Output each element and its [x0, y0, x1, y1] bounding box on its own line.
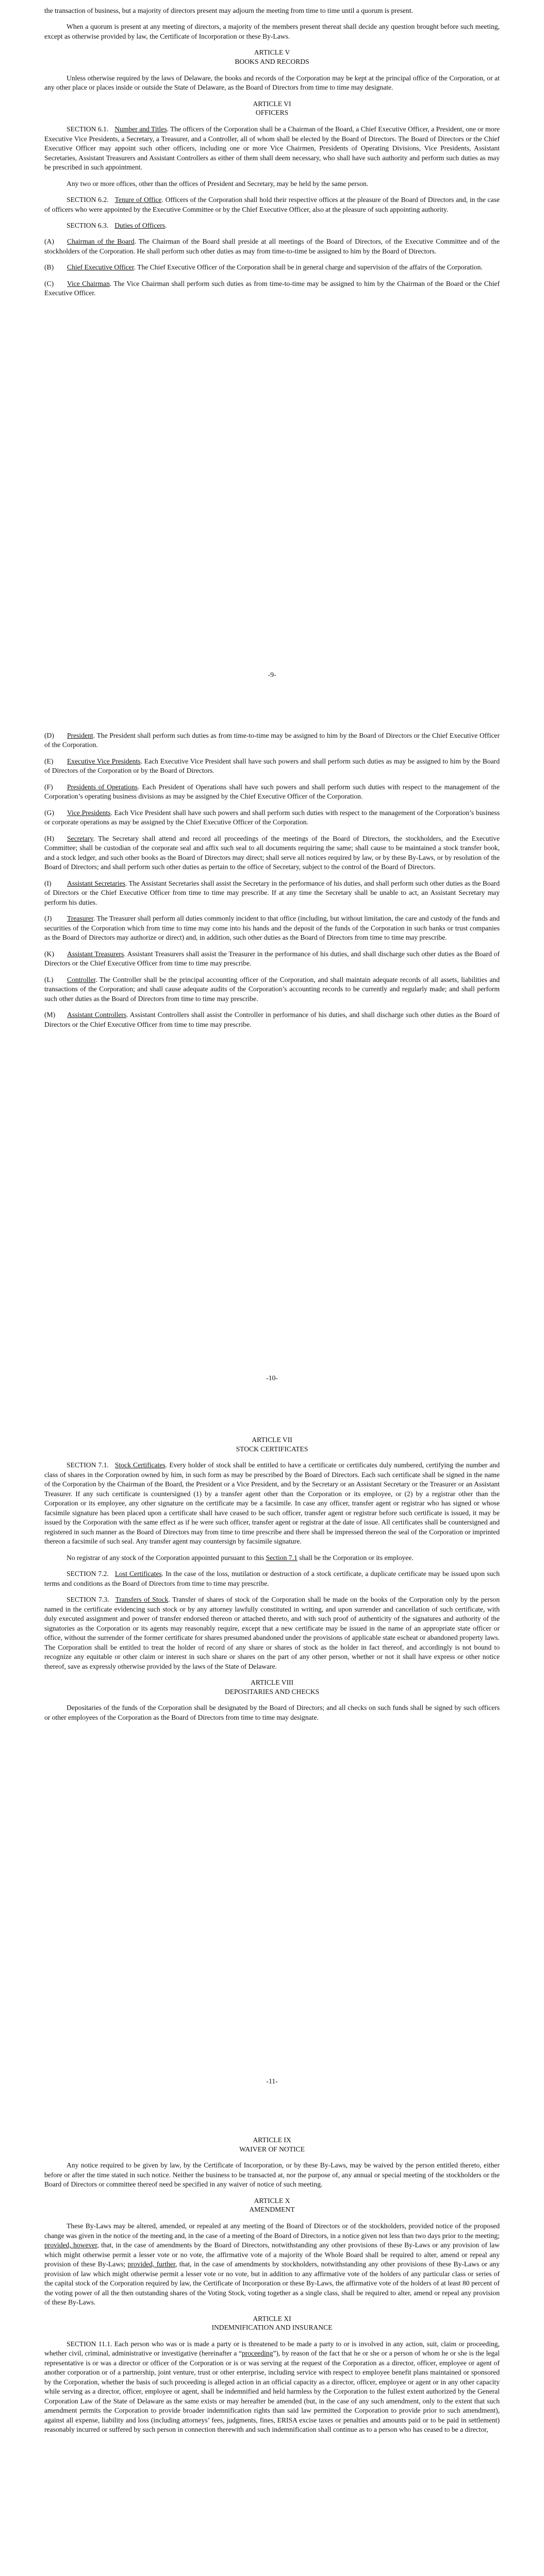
- section-body: . Transfer of shares of stock of the Corporation shall be made on the books of the Corporation only by the person named in the certificate evidencing such stock or by any attorney lawfully constituted in writing, and upon surrender and cancellation of such certificate, with duly executed assignment and power of transfer endorsed thereon or attached thereto, and with such proof of authenticity of the signatures and authority of the signatories as the Corporation or its agents may reasonably require, except that a new certificate may be issued in the name of an appropriate state officer or office, without the surrender of the former certificate for shares presumed abandoned under the provisions of applicable state escheat or abandoned property laws. The Corporation shall be entitled to treat the holder of record of any share or shares of stock as the holder in fact thereof, and accordingly is not bound to recognize any equitable or other claim or interest in such share or shares on the part of any other person, whether or not it shall have express or other notice thereof, save as expressly otherwise provided by the laws of the State of Delaware.: [44, 1596, 500, 1670]
- article-7-title: ARTICLE VII: [252, 1436, 292, 1444]
- section-body: . In the case of the loss, mutilation or destruction of a stock certificate, a duplicate certificate may be issued upon such terms and conditions as the Board of Directors from time to time may prescribe.: [44, 1570, 500, 1587]
- article-5-paragraph: Unless otherwise required by the laws of Delaware, the books and records of the Corporation may be kept at the principal office of the Corporation, or at any other place or places inside or outside the State of Delaware, as the Board of Directors from time to time may designate.: [44, 74, 500, 92]
- item-letter: (C): [44, 279, 54, 287]
- duty-item-b: [44, 263, 500, 272]
- paragraph-text: , that, in the case of amendments by the Board of Directors, notwithstanding any other provisions of these By-Laws or any provision of law which might otherwise permit a lesser vote or no vote, the affirmative vote of a majority of the Whole Board shall be required to alter, amend or repeal any provision of these By-Laws;: [44, 2241, 500, 2268]
- item-letter: (L): [44, 975, 54, 984]
- section-title: Lost Certificates: [114, 1570, 162, 1578]
- item-title: Chief Executive Officer: [67, 263, 134, 272]
- proviso-term: provided, however: [44, 2241, 97, 2249]
- item-title: Chairman of the Board: [67, 238, 135, 246]
- duty-item-l: [44, 975, 500, 1004]
- section-title: Tenure of Office: [114, 196, 162, 204]
- article-8-paragraph: Depositaries of the funds of the Corporation shall be designated by the Board of Directors; and all checks on such funds shall be signed by such officers or other employees of the Corporation as the Board of Directors from time to time may designate.: [44, 1704, 500, 1721]
- section-7-1-paragraph-2: [44, 1553, 500, 1563]
- duty-item-h: [44, 834, 500, 872]
- item-letter: (H): [44, 834, 54, 842]
- defined-term: proceeding: [241, 2349, 273, 2358]
- item-body: . The President shall perform such duties as from time-to-time may be assigned to him by the Board of Directors or the Chief Executive Officer of the Corporation.: [44, 732, 500, 749]
- section-title: Number and Titles: [114, 125, 167, 133]
- item-title: Assistant Treasurers: [67, 950, 124, 958]
- item-title: Executive Vice Presidents: [67, 757, 141, 765]
- quorum-paragraph: When a quorum is present at any meeting of directors, a majority of the members present thereat shall decide any question brought before such meeting, except as otherwise provided by law, the Certificate of Incorporation or these By-Laws.: [44, 23, 500, 40]
- item-letter: (F): [44, 783, 53, 791]
- paragraph-text: These By-Laws may be altered, amended, or repealed at any meeting of the Board of Directors or of the stockholders, provided notice of the proposed change was given in the notice of the meeting and, in the case of a meeting of the Board of Directors, in a notice given not less than two days prior to the meeting;: [44, 2222, 500, 2240]
- section-7-3: [44, 1595, 500, 1671]
- item-letter: (D): [44, 732, 54, 739]
- page-number: -10-: [266, 1374, 278, 1382]
- item-body: . Assistant Controllers shall assist the Controller in performance of his duties, and shall discharge such other duties as the Board of Directors or the Chief Executive Officer from time to time may prescribe.: [44, 1011, 500, 1028]
- article-7-subtitle: STOCK CERTIFICATES: [236, 1445, 308, 1453]
- page-number: -11-: [266, 2077, 278, 2085]
- article-8-subtitle: DEPOSITARIES AND CHECKS: [224, 1687, 320, 1696]
- item-body: . The Chairman of the Board shall preside at all meetings of the Board of Directors, of the Executive Committee and of the stockholders of the Corporation. He shall perform such other duties as may from time-to-time be assigned to him by the Board of Directors.: [44, 238, 500, 255]
- item-body: . Assistant Treasurers shall assist the Treasurer in the performance of his duties, and shall discharge such other duties as the Board of Directors or the Chief Executive Officer from time to time may prescribe.: [44, 950, 500, 968]
- intro-paragraph: the transaction of business, but a majority of directors present may adjourn the meeting from time to time until a quorum is present.: [44, 7, 414, 14]
- article-8-title: ARTICLE VIII: [250, 1679, 294, 1687]
- item-letter: (A): [44, 238, 54, 246]
- section-6-2: [44, 195, 500, 214]
- item-letter: (I): [44, 879, 52, 887]
- item-body: . The Assistant Secretaries shall assist the Secretary in the performance of his duties, and shall perform such other duties as the Board of Directors or the Chief Executive Officer from time to time may prescribe. If at any time the Secretary shall be unable to act, an Assistant Secretary may perform his duties.: [44, 879, 500, 906]
- duty-item-d: [44, 731, 500, 750]
- duty-item-c: [44, 279, 500, 298]
- section-body: . Officers of the Corporation shall hold their respective offices at the pleasure of the Board of Directors and, in the case of officers who were appointed by the Executive Committee or by the Chief Executive Officer, also at the pleasure of such appointing authority.: [44, 196, 500, 213]
- article-9-paragraph: Any notice required to be given by law, by the Certificate of Incorporation, or by these By-Laws, may be waived by the person entitled thereto, either before or after the time stated in such notice. Neither the business to be transacted at, nor the purpose of, any annual or special meeting of the stockholders or the Board of Directors or committee thereof need be specified in any waiver of notice of such meeting.: [44, 2161, 500, 2189]
- article-5-subtitle: BOOKS AND RECORDS: [235, 58, 309, 66]
- item-title: Assistant Controllers: [67, 1011, 127, 1019]
- section-label: SECTION 6.3.: [67, 221, 109, 229]
- paragraph-text: , that, in the case of amendments by stockholders, notwithstanding any other provisions of these By-Laws or any provision of law which might otherwise permit a lesser vote or no vote, but in addition to any affirmative vote of the holders of any particular class or series of the capital stock of the Corporation required by law, the Certificate of Incorporation or these By-Laws, the affirmative vote of the holders of at least 80 percent of the voting power of all the then outstanding shares of the Voting Stock, voting together as a single class, shall be required to alter, amend or repeal any provision of these By-Laws.: [44, 2260, 500, 2307]
- section-body: . The officers of the Corporation shall be a Chairman of the Board, a Chief Executive Officer, a President, one or more Executive Vice Presidents, a Secretary, a Treasurer, and a Controller, all of whom shall be elected by the Board of Directors. The Board of Directors or the Chief Executive Officer may appoint such other officers, including one or more Vice Chairmen, Presidents of Operating Divisions, Vice Presidents, Assistant Secretaries, Assistant Treasurers and Assistant Controllers as either of them shall deem necessary, who shall have such authority and perform such duties as may be prescribed in such appointment.: [44, 125, 500, 172]
- article-10-title: ARTICLE X: [254, 2196, 290, 2205]
- item-letter: (G): [44, 808, 54, 817]
- paragraph-text: SECTION 11.1. Each person who was or is made a party or is threatened to be made a party to or is involved in any action, suit, claim or proceeding, whether civil, criminal, administrative or investigative (hereinafter a “: [44, 2340, 500, 2358]
- item-title: Vice Chairman: [67, 279, 110, 287]
- section-6-1: [44, 125, 500, 172]
- page-9: [0, 0, 544, 703]
- duty-item-f: [44, 783, 500, 802]
- item-body: . The Treasurer shall perform all duties commonly incident to that office (including, but without limitation, the care and custody of the funds and securities of the Corporation which from time to time may come into his hands and the deposit of the funds of the Corporation in such banks or trust companies as the Board of Directors may authorize or direct) and, in addition, such other duties as the Board of Directors from time to time may prescribe.: [44, 914, 500, 942]
- section-reference: Section 7.1: [266, 1553, 298, 1562]
- duty-item-i: [44, 879, 500, 907]
- section-label: SECTION 7.2.: [67, 1570, 109, 1578]
- item-body: . Each Vice President shall have such powers and shall perform such duties with respect to the management of the Corporation’s business or corporate operations as may be assigned by the Chief Executive Officer of the Corporation.: [44, 808, 500, 826]
- page-12: [0, 2110, 544, 2576]
- item-title: Treasurer: [67, 914, 93, 923]
- item-body: . The Controller shall be the principal accounting officer of the Corporation, and shall maintain adequate records of all assets, liabilities and transactions of the Corporation; and shall cause adequate audits of the Corporation’s accounting records to be currently and regularly made; and shall perform such other duties as the Board of Directors from time to time may prescribe.: [44, 975, 500, 1003]
- item-body: . The Chief Executive Officer of the Corporation shall be in general charge and supervision of the affairs of the Corporation.: [134, 263, 483, 272]
- item-title: Vice Presidents: [67, 808, 111, 817]
- section-11-1: [44, 2340, 500, 2435]
- paragraph-text: ”), by reason of the fact that he or she or a person of whom he or she is the legal representative is or was a director or officer of the Corporation or is or was serving at the request of the Corporation as a director, officer, employee or agent of another corporation or of a partnership, joint venture, trust or other enterprise, including service with respect to employee benefit plans maintained or sponsored by the Corporation, whether the basis of such proceeding is alleged action in an official capacity as a director, officer, employee or agent or in any other capacity while serving as a director, officer, employee or agent, shall be indemnified and held harmless by the Corporation to the fullest extent authorized by the General Corporation Law of the State of Delaware as the same exists or may hereafter be amended (but, in the case of any such amendment, only to the extent that such amendment permits the Corporation to provide broader indemnification rights than said law permitted the Corporation to provide prior to such amendment), against all expense, liability and loss (including attorneys’ fees, judgments, fines, ERISA excise taxes or penalties and amounts paid or to be paid in settlement) reasonably incurred or suffered by such person in connection therewith and such indemnification shall continue as to a person who has ceased to be a director,: [44, 2349, 500, 2434]
- item-title: Controller: [67, 975, 96, 984]
- paragraph-text: No registrar of any stock of the Corporation appointed pursuant to this: [67, 1553, 266, 1562]
- article-9-subtitle: WAIVER OF NOTICE: [239, 2145, 305, 2153]
- item-letter: (M): [44, 1011, 56, 1019]
- duty-item-a: [44, 237, 500, 256]
- article-9-title: ARTICLE IX: [253, 2136, 291, 2144]
- article-11-title: ARTICLE XI: [253, 2314, 291, 2323]
- article-11-subtitle: INDEMNIFICATION AND INSURANCE: [211, 2324, 333, 2332]
- item-body: . Each Executive Vice President shall have such powers and shall perform such duties as may be assigned to him by the Board of Directors of the Corporation or by the Board of Directors.: [44, 757, 500, 775]
- duty-item-j: [44, 914, 500, 942]
- section-7-2: [44, 1569, 500, 1588]
- section-label: SECTION 6.1.: [67, 125, 109, 133]
- proviso-term: provided, further: [127, 2260, 176, 2268]
- section-body: . Every holder of stock shall be entitled to have a certificate or certificates duly numbered, certifying the number and class of shares in the Corporation owned by him, in such form as may be prescribed by the Board of Directors. Each such certificate shall be signed in the name of the Corporation by the Chairman of the Board, the President or a Vice President, and by the Secretary or an Assistant Secretary or the Treasurer or an Assistant Treasurer. If any such certificate is countersigned (1) by a transfer agent other than the Corporation or its employee, or (2) by a registrar other than the Corporation or its employee, any other signature on the certificate may be a facsimile. In case any officer, transfer agent or registrar who has signed or whose facsimile signature has been placed upon a certificate shall have ceased to be such officer, transfer agent or registrar before such certificate is issued, it may be issued by the Corporation with the same effect as if he were such officer, transfer agent or registrar at the date of issue. All certificates shall be countersigned and registered in such manner as the Board of Directors may from time to time prescribe and there shall be impressed thereon the seal of the Corporation or imprinted thereon a facsimile of such seal. Any transfer agent may countersign by facsimile signature.: [44, 1461, 500, 1546]
- section-label: SECTION 7.1.: [67, 1461, 109, 1469]
- duty-item-g: [44, 808, 500, 827]
- item-title: Assistant Secretaries: [67, 879, 125, 887]
- article-10-subtitle: AMENDMENT: [249, 2206, 295, 2214]
- item-letter: (K): [44, 950, 54, 958]
- item-title: Secretary: [67, 834, 93, 842]
- article-10-paragraph: [44, 2222, 500, 2307]
- article-6-subtitle: OFFICERS: [255, 109, 289, 117]
- item-letter: (E): [44, 757, 54, 765]
- section-title: Duties of Officers: [114, 221, 166, 229]
- section-body: .: [165, 221, 167, 229]
- duty-item-m: [44, 1010, 500, 1029]
- section-label: SECTION 6.2.: [67, 196, 109, 204]
- page-10: [0, 703, 544, 1406]
- section-6-3: [44, 221, 500, 230]
- article-6-title: ARTICLE VI: [253, 99, 291, 108]
- section-label: SECTION 7.3.: [67, 1596, 109, 1604]
- item-body: . Each President of Operations shall have such powers and shall perform such duties with respect to the management of the Corporation’s operating business divisions as may be assigned by the Chief Executive Officer of the Corporation.: [44, 783, 500, 801]
- item-letter: (B): [44, 263, 54, 272]
- item-letter: (J): [44, 914, 52, 923]
- section-6-1-paragraph-2: Any two or more offices, other than the offices of President and Secretary, may be held by the same person.: [67, 179, 369, 188]
- section-title: Transfers of Stock: [115, 1596, 169, 1604]
- article-5-title: ARTICLE V: [254, 48, 290, 57]
- item-body: . The Secretary shall attend and record all proceedings of the meetings of the Board of Directors, the stockholders, and the Executive Committee; shall be custodian of the corporate seal and affix such seal to all documents requiring the same; shall cause to be maintained a stock transfer book, and a stock ledger, and such other books as the Board of Directors may direct; shall serve all notices required by law, or by these By-Laws, or by resolution of the Board of Directors; and shall perform such other duties as pertain to the office of Secretary, subject to the control of the Board of Directors.: [44, 834, 500, 871]
- section-title: Stock Certificates: [114, 1461, 166, 1469]
- item-title: President: [67, 732, 93, 739]
- item-title: Presidents of Operations: [67, 783, 138, 791]
- duty-item-k: [44, 950, 500, 969]
- duty-item-e: [44, 757, 500, 776]
- page-number: -9-: [268, 670, 276, 679]
- section-7-1: [44, 1461, 500, 1546]
- item-body: . The Vice Chairman shall perform such duties as from time-to-time may be assigned to him by the Chairman of the Board or the Chief Executive Officer.: [44, 279, 500, 297]
- paragraph-text: shall be the Corporation or its employee.: [297, 1553, 414, 1562]
- page-11: [0, 1406, 544, 2110]
